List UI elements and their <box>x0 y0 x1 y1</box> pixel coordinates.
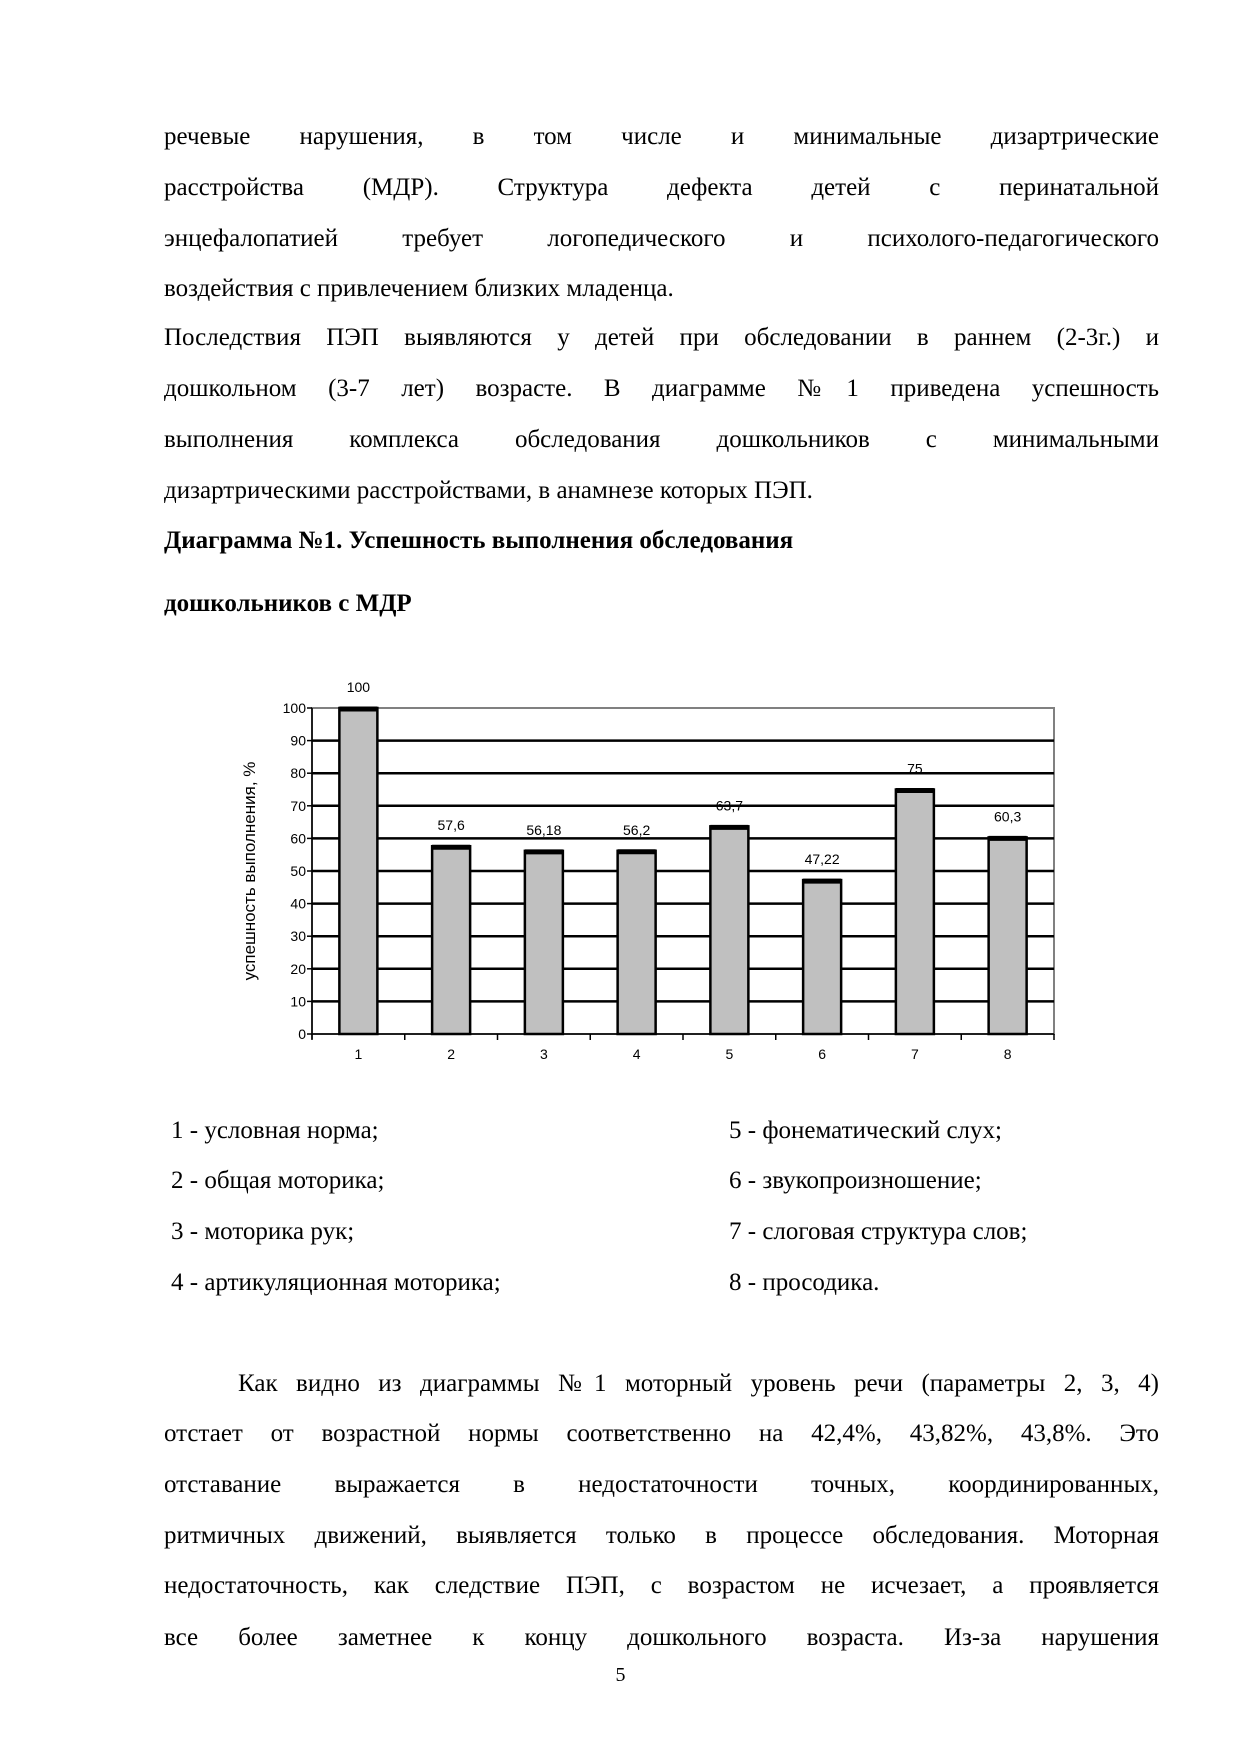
text-line: недостаточность, как следствие ПЭП, с возрастом не исчезает, а проявляется <box>164 1572 1159 1599</box>
x-tick-label: 8 <box>1003 1046 1012 1062</box>
bar <box>896 790 934 1035</box>
y-tick-label: 10 <box>290 993 306 1010</box>
x-tick-label: 4 <box>632 1046 641 1062</box>
bar <box>618 851 656 1034</box>
diagram-title: Диаграмма №1. Успешность выполнения обследования <box>164 527 794 554</box>
legend-item: 3 - моторика рук; <box>171 1218 355 1245</box>
legend-item: 7 - слоговая структура слов; <box>729 1218 1028 1245</box>
text-line: выполнения комплекса обследования дошкольников с минимальными <box>164 426 1159 453</box>
legend-item: 2 - общая моторика; <box>171 1167 385 1194</box>
data-label: 100 <box>346 679 371 695</box>
x-tick-label: 1 <box>354 1046 363 1062</box>
bar <box>710 826 748 1034</box>
data-label: 57,6 <box>437 817 465 834</box>
bar <box>525 851 563 1034</box>
diagram-title: дошкольников с МДР <box>164 590 412 617</box>
text-line: речевые нарушения, в том числе и минимальные дизартрические <box>164 123 1159 150</box>
data-label: 60,3 <box>994 808 1022 825</box>
x-tick-label: 3 <box>539 1046 548 1062</box>
data-label: 63,7 <box>715 797 743 814</box>
text-line: энцефалопатией требует логопедического и психолого-педагогического <box>164 225 1159 252</box>
text-line: отстает от возрастной нормы соответственно на 42,4%, 43,82%, 43,8%. Это <box>164 1420 1159 1447</box>
text-line: расстройства (МДР). Структура дефекта детей с перинатальной <box>164 174 1159 201</box>
text-line: отставание выражается в недостаточности точных, координированных, <box>164 1471 1159 1498</box>
x-tick-label: 7 <box>910 1046 919 1062</box>
legend-item: 1 - условная норма; <box>171 1117 379 1144</box>
x-tick-label: 6 <box>818 1046 827 1062</box>
text-line: все более заметнее к концу дошкольного возраста. Из-за нарушения <box>164 1624 1159 1651</box>
text-line: дизартрическими расстройствами, в анамнезе которых ПЭП. <box>164 477 813 504</box>
text-line: воздействия с привлечением близких младенца. <box>164 275 674 302</box>
y-tick-label: 90 <box>290 732 306 749</box>
legend-item: 4 - артикуляционная моторика; <box>171 1269 501 1296</box>
bar <box>803 880 841 1034</box>
y-tick-label: 70 <box>290 797 306 814</box>
y-tick-label: 40 <box>290 895 306 912</box>
y-tick-label: 30 <box>290 928 306 945</box>
legend-item: 6 - звукопроизношение; <box>729 1167 982 1194</box>
x-tick-label: 2 <box>447 1046 456 1062</box>
y-tick-label: 80 <box>290 765 306 782</box>
data-label: 56,18 <box>526 821 562 838</box>
y-tick-label: 50 <box>290 863 306 879</box>
y-tick-label: 60 <box>290 830 306 847</box>
text-line: Как видно из диаграммы №1 моторный уровень речи (параметры 2, 3, 4) <box>238 1370 1159 1397</box>
data-label: 47,22 <box>804 851 840 868</box>
text-line: Последствия ПЭП выявляются у детей при обследовании в раннем (2-3г.) и <box>164 324 1159 351</box>
text-line: ритмичных движений, выявляется только в процессе обследования. Моторная <box>164 1522 1159 1549</box>
bar <box>432 846 470 1034</box>
x-tick-label: 5 <box>725 1046 734 1062</box>
bar <box>989 837 1027 1034</box>
legend-item: 8 - просодика. <box>729 1269 880 1296</box>
y-tick-label: 100 <box>282 700 306 716</box>
data-label: 56,2 <box>623 821 651 838</box>
text-line: дошкольном (3-7 лет) возрасте. В диаграмме №1 приведена успешность <box>164 375 1159 402</box>
y-tick-label: 20 <box>290 960 306 977</box>
bar <box>339 708 377 1034</box>
y-axis-label: успешность выполнения, % <box>240 761 259 981</box>
page-number: 5 <box>615 1664 626 1686</box>
data-label: 75 <box>907 760 923 777</box>
legend-item: 5 - фонематический слух; <box>729 1117 1002 1144</box>
y-tick-label: 0 <box>298 1026 306 1042</box>
